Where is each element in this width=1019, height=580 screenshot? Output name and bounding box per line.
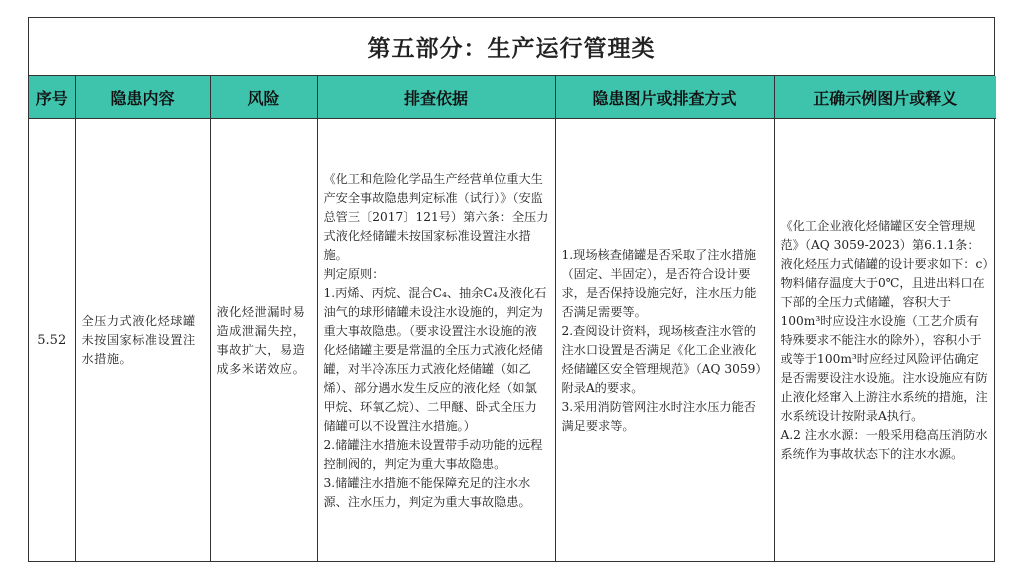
table-row (29, 119, 996, 563)
basis-text: 《化工和危险化学品生产经营单位重大生产安全事故隐患判定标准（试行）》（安监总管三〔2017〕121号）第六条：全压力式液化烃储罐未按国家标准设置注水措施。 判定原则： 1.丙烯、丙烷、混合C₄、抽余C₄及液化石油气的球形储罐未设注水设施的，判定为重大事故隐患。（要求设置注水设施的液化烃储罐主要是常温的全压力式液化烃储罐，对半冷冻压力式液化烃储罐（如乙烯）、部分遇水发生反应的液化烃（如氯甲烷、环氧乙烷）、二甲醚、卧式全压力储罐可以不设置注水措施。） 2.储罐注水措施未设置带手动功能的远程控制阀的，判定为重大事故隐患。 3.储罐注水措施不能保障充足的注水水源、注水压力，判定为重大事故隐患。 (323, 171, 549, 509)
table-header-row (29, 76, 996, 119)
hazard-table (29, 76, 996, 562)
cell-hazard (75, 119, 210, 563)
cell-correct (774, 119, 996, 563)
cell-risk (210, 119, 317, 563)
header-basis: 排查依据 (317, 76, 555, 119)
hazard-text: 全压力式液化烃球罐未按国家标准设置注水措施。 (81, 314, 196, 366)
header-correct: 正确示例图片或释义 (774, 76, 996, 119)
cell-method (555, 119, 774, 563)
risk-text: 液化烃泄漏时易造成泄漏失控，事故扩大，易造成多米诺效应。 (216, 304, 306, 376)
header-method: 隐患图片或排查方式 (555, 76, 774, 119)
cell-basis (317, 119, 555, 563)
hazard-table-sheet (28, 17, 995, 562)
header-risk: 风险 (210, 76, 317, 119)
page-title: 第五部分：生产运行管理类 (29, 18, 994, 76)
seq-text: 5.52 (37, 333, 67, 348)
header-seq: 序号 (29, 76, 75, 119)
method-text: 1.现场核查储罐是否采取了注水措施（固定、半固定），是否符合设计要求，是否保持设施完好，注水压力能否满足需要等。 2.查阅设计资料，现场核查注水管的注水口设置是否满足《化工企业液化烃储罐区安全管理规范》（AQ 3059）附录A的要求。 3.采用消防管网注水时注水压力能否满足要求等。 (561, 247, 768, 433)
header-hazard: 隐患内容 (75, 76, 210, 119)
cell-seq (29, 119, 75, 563)
correct-text: 《化工企业液化烃储罐区安全管理规范》（AQ 3059-2023）第6.1.1条：液化烃压力式储罐的设计要求如下：c）物料储存温度大于0℃，且进出料口在下部的全压力式储罐，容积大于100m³时应设注水设施（工艺介质有特殊要求不能注水的除外），容积小于或等于100m³时应经过风险评估确定是否需要设注水设施。注水设施应有防止液化烃窜入上游注水系统的措施，注水系统设计按附录A执行。 A.2 注水水源：一般采用稳高压消防水系统作为事故状态下的注水水源。 (780, 219, 989, 461)
